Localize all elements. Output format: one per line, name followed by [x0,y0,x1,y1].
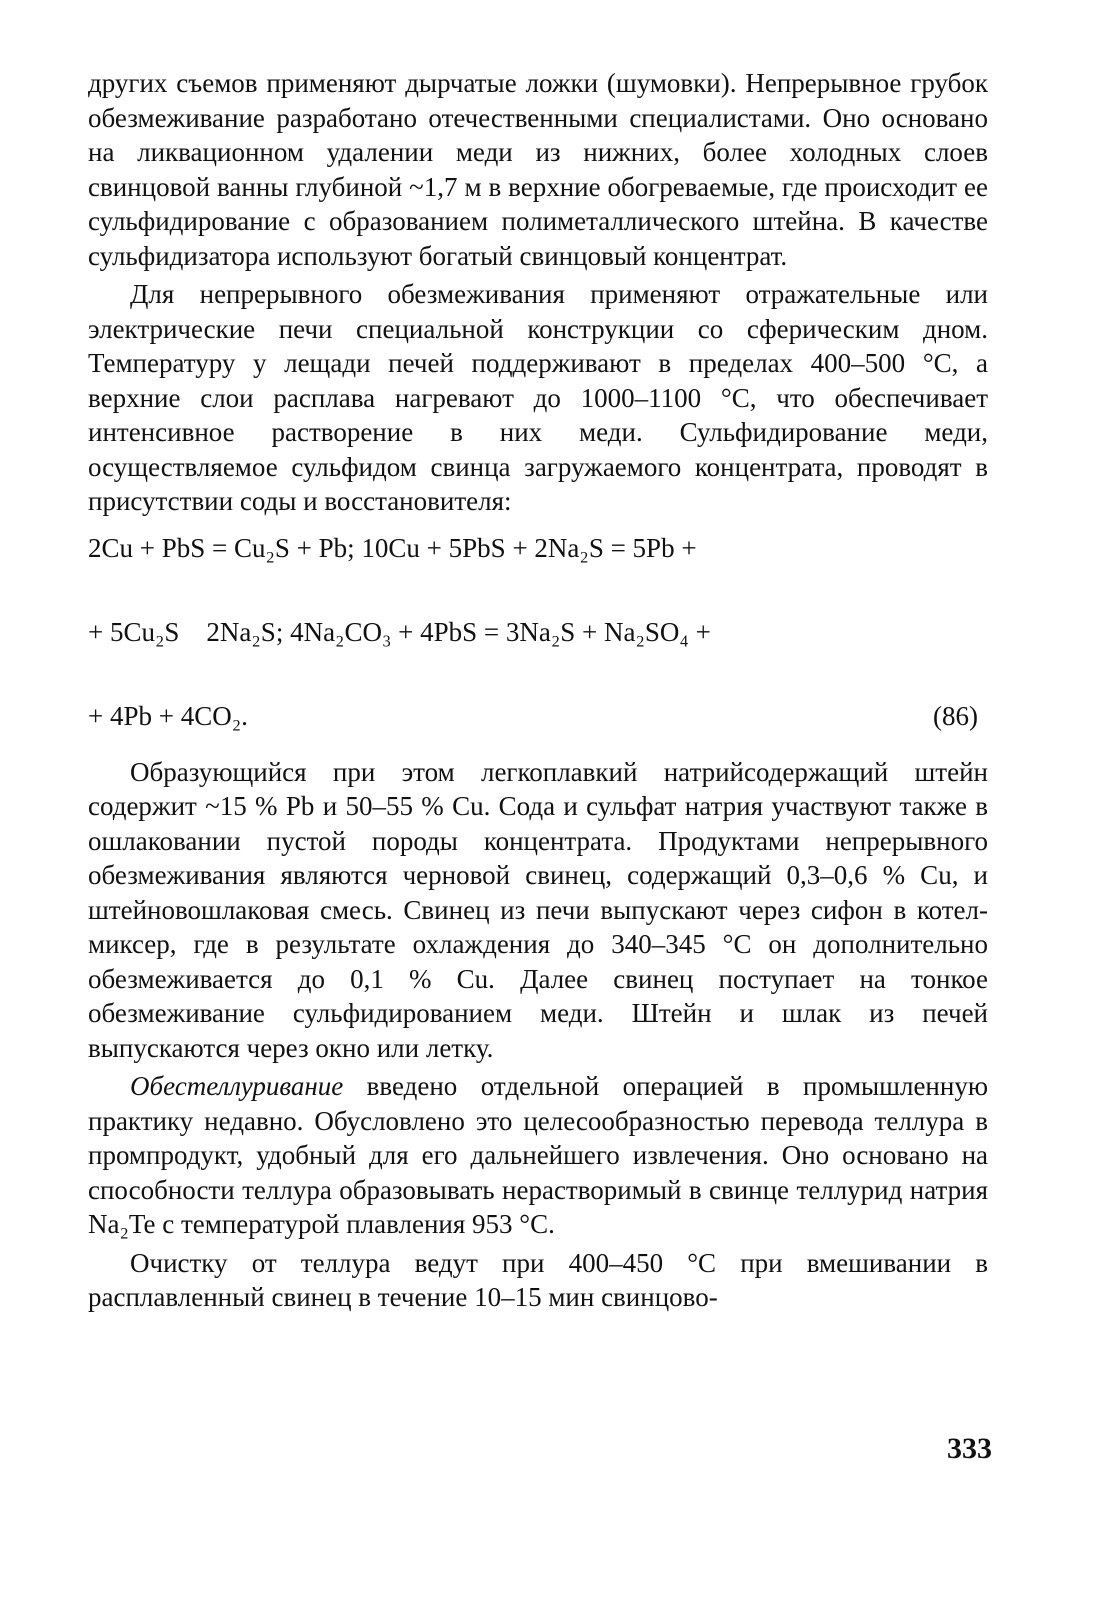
equation-line-1 [88,531,988,565]
equation-line-2 [88,615,988,649]
equation-line-3 [88,699,988,733]
equation-text-2: + 5Cu₂S 2Na₂S; 4Na₂CO₃ + 4PbS = 3Na₂S + Na₂SO₄ + [88,616,711,647]
paragraph-tellurium-removal: Очистку от теллура ведут при 400–450 °С при вмешивании в расплавленный свинец в течение 10–15 мин свинцово- [88,1247,988,1312]
equation-text-3: + 4Pb + 4CO₂. [88,700,248,731]
equation-text-1: 2Cu + PbS = Cu₂S + Pb; 10Cu + 5PbS + 2Na₂S = 5Pb + [88,532,697,563]
page-body [88,66,988,1315]
term-detellurization: Обестеллуривание [130,1071,344,1101]
paragraph-detellurization [88,1069,988,1242]
paragraph-detellurization-text: введено отдельной операцией в промышленную практику недавно. Обусловлено это целесообразностью перевода теллура в промпродукт, удобный для его дальнейшего извлечения. Оно основано на способности теллура образовывать нерастворимый в свинце теллурид натрия Na₂Te с температурой плавления 953 °С. [88,1071,988,1239]
page-number: 333 [947,1432,992,1465]
paragraph-matte: Образующийся при этом легкоплавкий натрийсодержащий штейн содержит ~15 % Pb и 50–55 % Cu. Сода и сульфат натрия участвуют также в ошлаковании пустой породы концентрата. Продуктами непрерывного обезмеживания являются черновой свинец, содержащий 0,3–0,6 % Cu, и штейновошлаковая смесь. Свинец из печи выпускают через сифон в котел-миксер, где в результате охлаждения до 340–345 °С он дополнительно обезмеживается до 0,1 % Cu. Далее свинец поступает на тонкое обезмеживание сульфидированием меди. Штейн и шлак из печей выпускаются через окно или летку. [88,756,988,1063]
paragraph-shumovki: других съемов применяют дырчатые ложки (шумовки). Непрерывное грубок обезмеживание разработано отечественными специалистами. Оно основано на ликвационном удалении меди из нижних, более холодных слоев свинцовой ванны глубиной ~1,7 м в верхние обогреваемые, где происходит ее сульфидирование с образованием полиметаллического штейна. В качестве сульфидизатора используют богатый свинцовый концентрат. [88,68,988,271]
equation-number: (86) [933,700,978,731]
equation-block [88,531,988,733]
paragraph-continuous-decoppering: Для непрерывного обезмеживания применяют отражательные или электрические печи специальной конструкции со сферическим дном. Температуру у лещади печей поддерживают в пределах 400–500 °С, а верхние слои расплава нагревают до 1000–1100 °С, что обеспечивает интенсивное растворение в них меди. Сульфидирование меди, осуществляемое сульфидом свинца загружаемого концентрата, проводят в присутствии соды и восстановителя: [88,279,988,516]
